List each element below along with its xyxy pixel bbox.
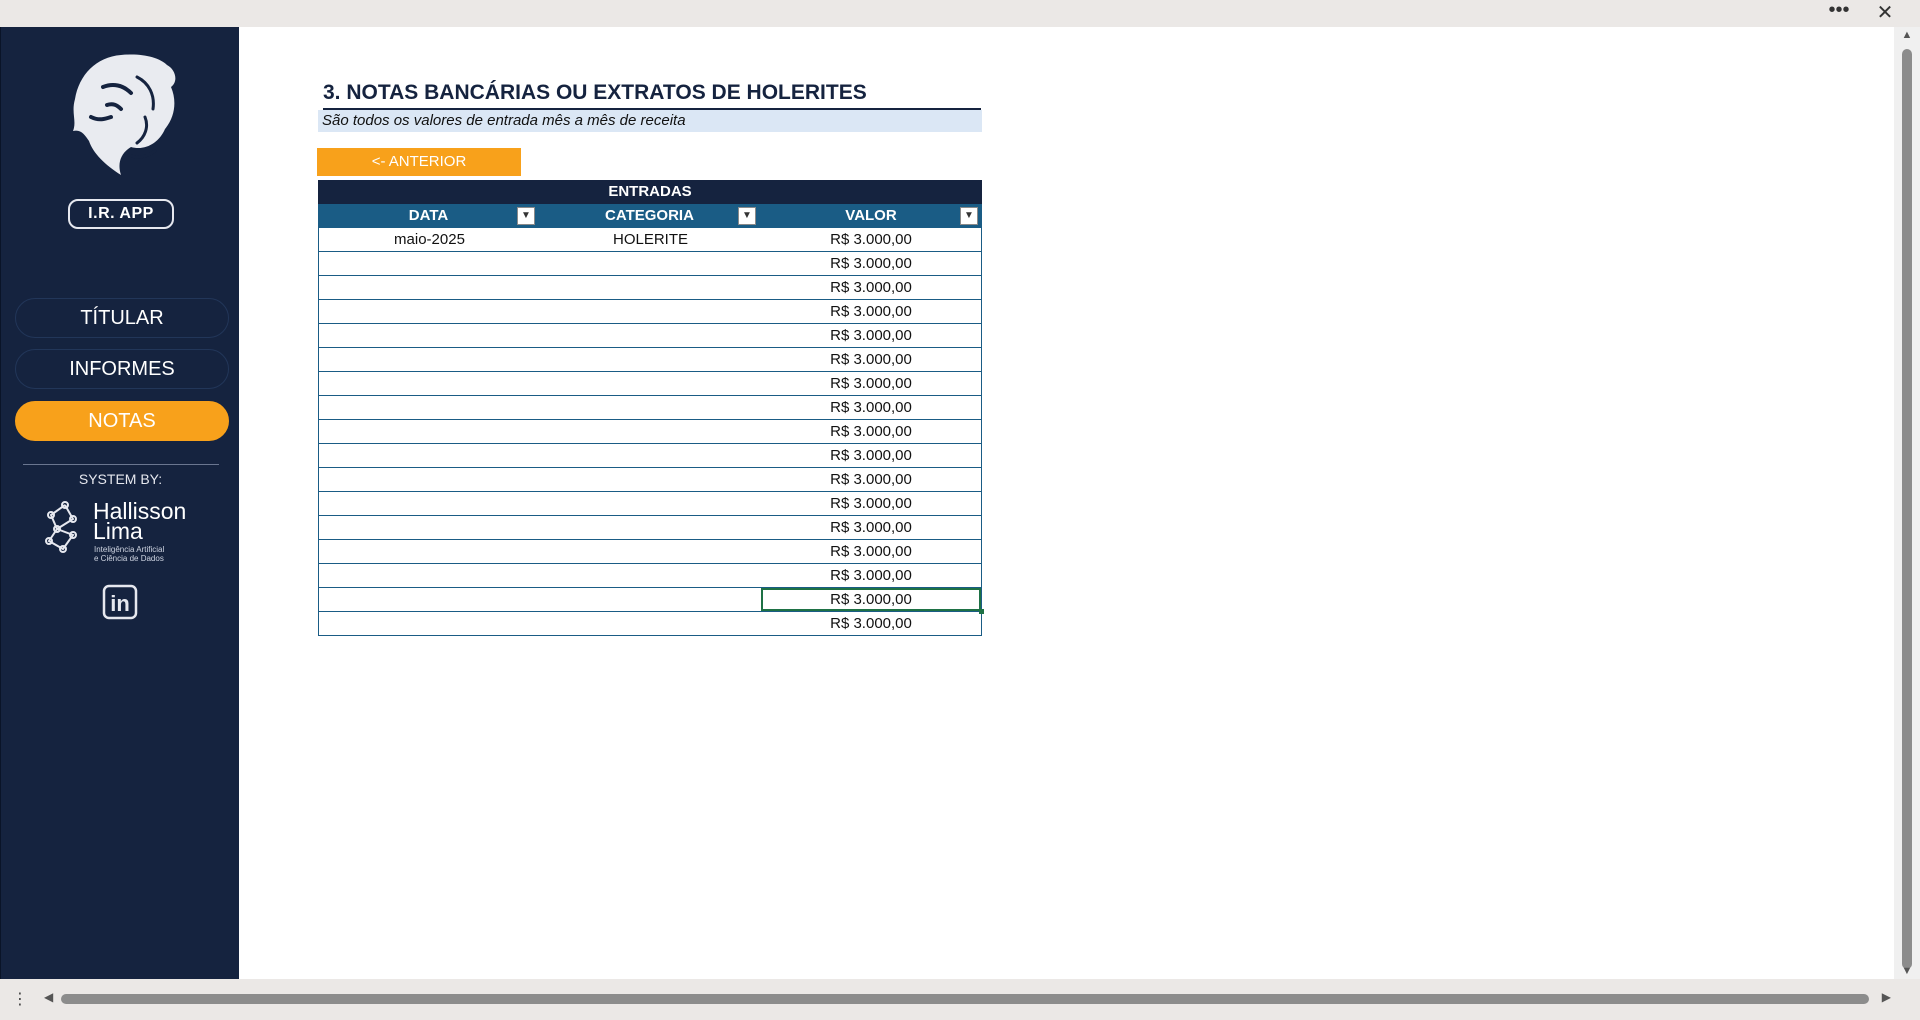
table-row xyxy=(319,540,981,564)
author-last-name: Lima xyxy=(93,518,143,544)
cell-valor[interactable]: R$ 3.000,00 xyxy=(830,567,912,584)
cell-categoria[interactable] xyxy=(540,372,761,395)
cell-categoria[interactable] xyxy=(540,588,761,611)
cell-categoria[interactable] xyxy=(540,564,761,587)
nav-titular-button[interactable]: TÍTULAR xyxy=(15,298,229,338)
more-options-icon[interactable]: ••• xyxy=(1828,0,1850,21)
cell-categoria[interactable]: HOLERITE xyxy=(612,231,688,248)
cell-categoria[interactable] xyxy=(540,348,761,371)
cell-valor[interactable]: R$ 3.000,00 xyxy=(830,351,912,368)
cell-valor[interactable]: R$ 3.000,00 xyxy=(830,327,912,344)
table-row xyxy=(319,276,981,300)
network-logo-icon xyxy=(43,499,83,555)
cell-valor[interactable]: R$ 3.000,00 xyxy=(830,615,912,632)
cell-valor[interactable]: R$ 3.000,00 xyxy=(830,399,912,416)
cell-data[interactable] xyxy=(319,252,540,275)
cell-categoria[interactable] xyxy=(540,444,761,467)
cell-categoria[interactable] xyxy=(540,252,761,275)
filter-dropdown-icon[interactable]: ▼ xyxy=(738,207,756,225)
scroll-left-icon[interactable]: ◀ xyxy=(44,990,54,1004)
cell-categoria[interactable] xyxy=(540,396,761,419)
cell-categoria[interactable] xyxy=(540,276,761,299)
cell-data[interactable] xyxy=(319,372,540,395)
cell-categoria[interactable] xyxy=(540,540,761,563)
author-name xyxy=(93,498,187,544)
vertical-scrollbar[interactable] xyxy=(1894,27,1920,979)
table-row xyxy=(319,420,981,444)
cell-data[interactable] xyxy=(319,300,540,323)
cell-valor[interactable]: R$ 3.000,00 xyxy=(830,231,912,248)
cell-data[interactable] xyxy=(319,276,540,299)
entradas-table xyxy=(318,180,982,636)
table-body xyxy=(318,228,982,636)
linkedin-icon[interactable] xyxy=(102,584,138,620)
sheet-menu-icon[interactable]: ⋮ xyxy=(12,991,28,1008)
table-row xyxy=(319,588,981,612)
cell-data[interactable] xyxy=(319,324,540,347)
table-row xyxy=(319,252,981,276)
column-header-valor-label: VALOR xyxy=(845,207,897,224)
scroll-up-icon[interactable]: ▲ xyxy=(1901,29,1913,41)
table-row xyxy=(319,612,981,636)
table-row xyxy=(319,396,981,420)
cell-valor[interactable]: R$ 3.000,00 xyxy=(830,303,912,320)
nav-notas-button[interactable]: NOTAS xyxy=(15,401,229,441)
cell-valor[interactable]: R$ 3.000,00 xyxy=(830,543,912,560)
filter-dropdown-icon[interactable]: ▼ xyxy=(517,207,535,225)
previous-button[interactable]: <- ANTERIOR xyxy=(317,148,521,176)
cell-categoria[interactable] xyxy=(540,300,761,323)
table-row xyxy=(319,228,981,252)
sidebar xyxy=(0,27,240,979)
horizontal-scroll-thumb[interactable] xyxy=(61,994,1869,1004)
column-header-data xyxy=(318,204,539,228)
nav-informes-button[interactable]: INFORMES xyxy=(15,349,229,389)
cell-valor[interactable]: R$ 3.000,00 xyxy=(830,495,912,512)
cell-categoria[interactable] xyxy=(540,324,761,347)
table-row xyxy=(319,300,981,324)
cell-data[interactable] xyxy=(319,612,540,635)
table-title: ENTRADAS xyxy=(318,180,982,204)
linkedin-text: in xyxy=(110,591,130,616)
column-header-data-label: DATA xyxy=(408,207,449,224)
cell-valor[interactable]: R$ 3.000,00 xyxy=(830,519,912,536)
close-icon[interactable]: ✕ xyxy=(1876,2,1894,24)
scroll-right-icon[interactable]: ▶ xyxy=(1881,990,1891,1004)
brand-badge: I.R. APP xyxy=(68,199,174,229)
system-by-label: SYSTEM BY: xyxy=(78,471,163,487)
author-subtitle xyxy=(94,545,164,563)
cell-data[interactable] xyxy=(319,444,540,467)
table-header-row xyxy=(318,204,982,228)
cell-data[interactable] xyxy=(319,516,540,539)
cell-valor[interactable]: R$ 3.000,00 xyxy=(830,423,912,440)
table-row xyxy=(319,372,981,396)
column-header-categoria xyxy=(539,204,760,228)
cell-categoria[interactable] xyxy=(540,420,761,443)
cell-data[interactable] xyxy=(319,588,540,611)
cell-categoria[interactable] xyxy=(540,516,761,539)
table-row xyxy=(319,324,981,348)
window-title-bar xyxy=(0,0,1920,28)
scroll-down-icon[interactable]: ▼ xyxy=(1901,965,1913,977)
cell-valor[interactable]: R$ 3.000,00 xyxy=(830,447,912,464)
filter-dropdown-icon[interactable]: ▼ xyxy=(960,207,978,225)
author-subtitle-line1: Inteligência Artificial xyxy=(94,545,165,554)
table-row xyxy=(319,444,981,468)
cell-categoria[interactable] xyxy=(540,612,761,635)
cell-data[interactable] xyxy=(319,420,540,443)
cell-data[interactable] xyxy=(319,468,540,491)
lion-logo-icon xyxy=(51,47,191,187)
cell-data[interactable] xyxy=(319,348,540,371)
page-title: 3. NOTAS BANCÁRIAS OU EXTRATOS DE HOLERITES xyxy=(323,80,981,111)
column-header-categoria-label: CATEGORIA xyxy=(605,207,694,224)
table-row xyxy=(319,516,981,540)
horizontal-scrollbar[interactable] xyxy=(40,989,1895,1009)
column-header-valor xyxy=(760,204,982,228)
table-row xyxy=(319,348,981,372)
cell-data[interactable] xyxy=(319,564,540,587)
cell-valor[interactable]: R$ 3.000,00 xyxy=(830,375,912,392)
cell-valor[interactable]: R$ 3.000,00 xyxy=(830,279,912,296)
cell-data[interactable] xyxy=(319,396,540,419)
cell-categoria[interactable] xyxy=(540,492,761,515)
cell-data[interactable]: maio-2025 xyxy=(394,231,465,248)
sidebar-divider xyxy=(23,464,219,465)
cell-categoria[interactable] xyxy=(540,468,761,491)
bottom-bar xyxy=(0,979,1920,1020)
author-subtitle-line2: e Ciência de Dados xyxy=(94,554,164,563)
cell-data[interactable] xyxy=(319,492,540,515)
vertical-scroll-thumb[interactable] xyxy=(1902,49,1912,969)
table-row xyxy=(319,468,981,492)
author-first-name: Hallisson xyxy=(93,498,187,524)
table-row xyxy=(319,492,981,516)
cell-data[interactable] xyxy=(319,540,540,563)
cell-valor[interactable]: R$ 3.000,00 xyxy=(830,255,912,272)
cell-valor[interactable]: R$ 3.000,00 xyxy=(830,471,912,488)
cell-valor[interactable]: R$ 3.000,00 xyxy=(761,588,981,611)
table-row xyxy=(319,564,981,588)
page-subtitle: São todos os valores de entrada mês a mês de receita xyxy=(318,110,982,132)
